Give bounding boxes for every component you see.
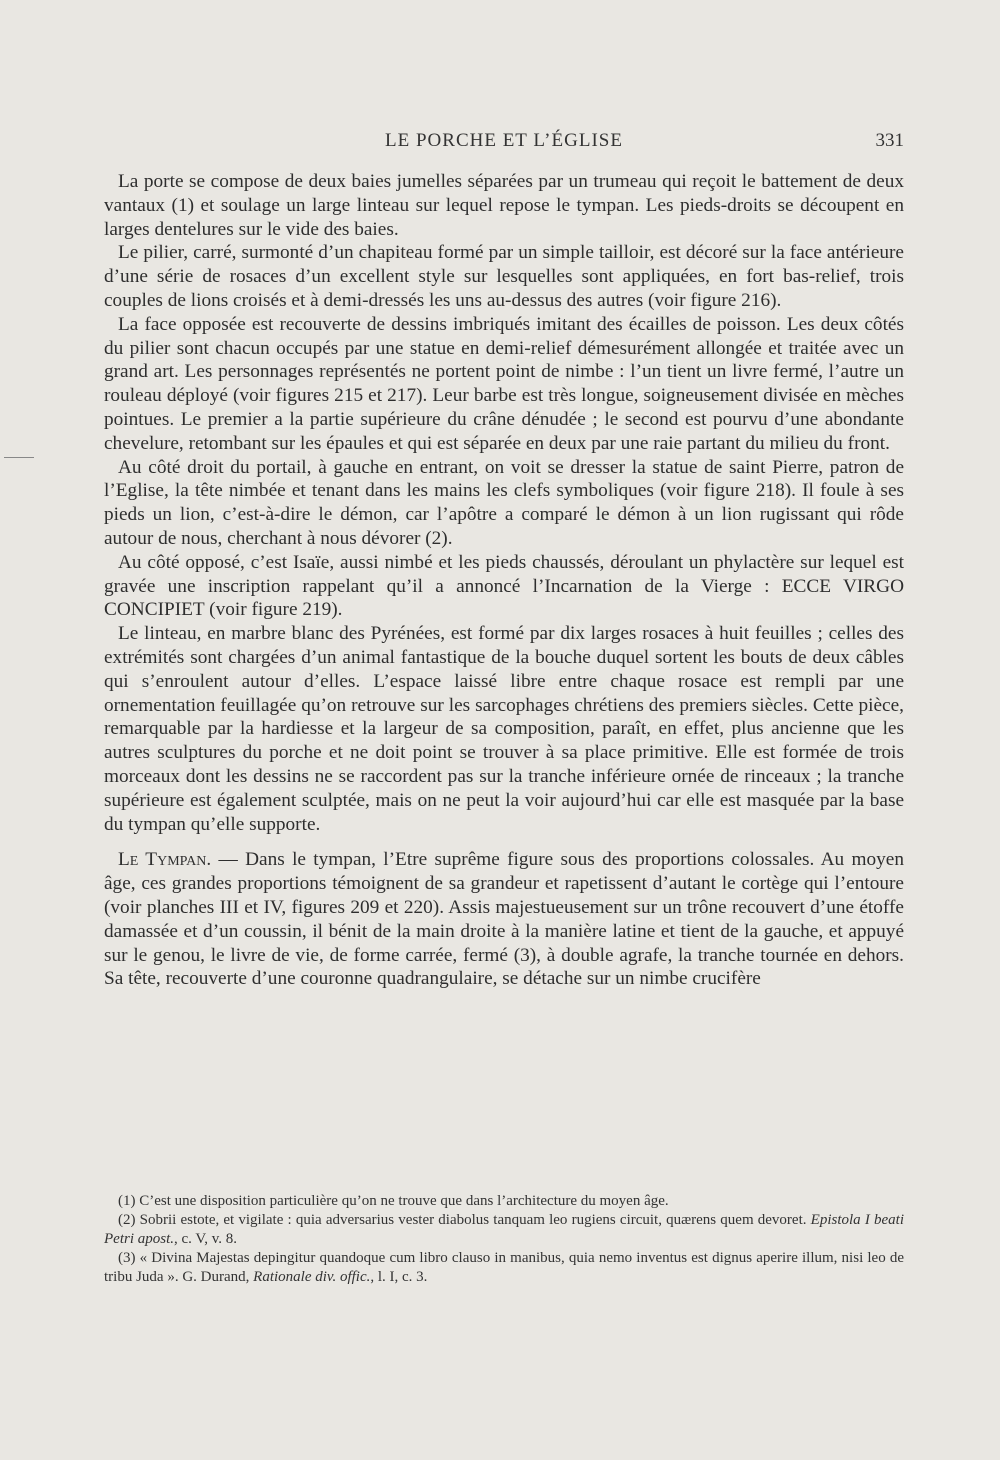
footnote-1: (1) C’est une disposition particulière qu’on ne trouve que dans l’architecture du moyen âge. xyxy=(118,1193,669,1209)
section-heading-tympan: Le Tympan. xyxy=(118,849,212,871)
paragraph-linteau: Le linteau, en marbre blanc des Pyrénées, est formé par dix larges rosaces à huit feuilles ; celles des extrémités sont chargées d’un animal fantastique de la bouche duquel sortent les bouts de deux câbles qui s’enroulent autour d’elles. L’espace laissé libre entre chaque rosace est rempli par une ornementation feuillagée qu’on retrouve sur les sarcophages chrétiens des premiers siècles. Cette pièce, remarquable par la hardiesse et la largeur de sa composition, paraît, en effet, plus ancienne que les autres sculptures du porche et ne doit point se trouver à sa place primitive. Elle est formée de trois morceaux dont les dessins ne se raccordent pas sur la tranche inférieure ornée de rinceaux ; la tranche supérieure est également sculptée, mais on ne peut la voir aujourd’hui car elle est masquée par la base du tympan qu’elle supporte. xyxy=(104,623,904,835)
page-header xyxy=(104,130,904,160)
paragraph-face-opposee: La face opposée est recouverte de dessins imbriqués imitant des écailles de poisson. Les deux côtés du pilier sont chacun occupés par une statue en demi-relief démesurément allongée et traitée avec un grand art. Les personnages représentés ne portent point de nimbe : l’un tient un livre fermé, l’autre un rouleau déployé (voir figures 215 et 217). Leur barbe est très longue, soigneusement divisée en mèches pointues. Le premier a la partie supérieure du crâne dénudée ; le second est pourvu d’une abondante chevelure, retombant sur les épaules et qui est séparée en deux par une raie partant du milieu du front. xyxy=(104,313,904,454)
running-title: LE PORCHE ET L’ÉGLISE xyxy=(385,130,623,151)
footnote-3-source: Rationale div. offic. xyxy=(253,1269,371,1285)
footnote-2 xyxy=(104,1211,904,1249)
footnote-3 xyxy=(104,1249,904,1287)
footnote-2-ref: , c. V, v. 8. xyxy=(174,1231,238,1247)
footnote-3-ref: , l. I, c. 3. xyxy=(370,1269,428,1285)
paragraph-tympan xyxy=(104,848,904,991)
paragraph-isaie: Au côté opposé, c’est Isaïe, aussi nimbé et les pieds chaussés, déroulant un phylactère sur lequel est gravée une inscription rappelant qu’il a annoncé l’Incarnation de la Vierge : ECCE VIRGO CONCIPIET (voir figure 219). xyxy=(104,551,904,621)
margin-mark xyxy=(4,457,34,458)
page-number: 331 xyxy=(875,130,904,151)
paragraph-tympan-text: — Dans le tympan, l’Etre suprême figure sous des proportions colossales. Au moyen âge, ces grandes proportions témoignent de sa grandeur et rapetissent d’autant le cortège qui l’entoure (voir planches III et IV, figures 209 et 220). Assis majestueusement sur un trône recouvert d’une étoffe damassée et d’un coussin, il bénit de la main droite à la manière latine et tient de la gauche, et appuyé sur le genou, le livre de vie, de forme carrée, fermé (3), à double agrafe, la tranche tournée en dehors. Sa tête, recouverte d’une couronne quadrangulaire, se détache sur un nimbe crucifère xyxy=(104,849,904,990)
body-text xyxy=(104,170,904,991)
footnote-3-text: (3) « Divina Majestas depingitur quandoque cum libro clauso in manibus, quia nemo inventus est dignus aperire illum, nisi leo de tribu Juda ». G. Durand, xyxy=(104,1250,904,1285)
paragraph-saint-pierre: Au côté droit du portail, à gauche en entrant, on voit se dresser la statue de saint Pierre, patron de l’Eglise, la tête nimbée et tenant dans les mains les clefs symboliques (voir figure 218). Il foule à ses pieds un lion, c’est-à-dire le démon, car l’apôtre a comparé le démon à un lion rugissant qui rôde autour de nous, cherchant à nous dévorer (2). xyxy=(104,456,904,549)
paragraph-pilier: Le pilier, carré, surmonté d’un chapiteau formé par un simple tailloir, est décoré sur la face antérieure d’une série de rosaces d’un excellent style sur lesquelles sont appliquées, en fort bas-relief, trois couples de lions croisés et à demi-dressés les uns au-dessus des autres (voir figure 216). xyxy=(104,242,904,311)
footnote-2-source: Epistola I beati Petri apost. xyxy=(104,1212,904,1247)
paragraph-porte: La porte se compose de deux baies jumelles séparées par un trumeau qui reçoit le battement de deux vantaux (1) et soulage un large linteau sur lequel repose le tympan. Les pieds-droits se découpent en larges dentelures sur le vide des baies. xyxy=(104,171,904,240)
footnotes xyxy=(104,1192,904,1287)
footnote-2-text: (2) Sobrii estote, et vigilate : quia adversarius vester diabolus tanquam leo rugiens circuit, quærens quem devoret. xyxy=(118,1212,811,1228)
